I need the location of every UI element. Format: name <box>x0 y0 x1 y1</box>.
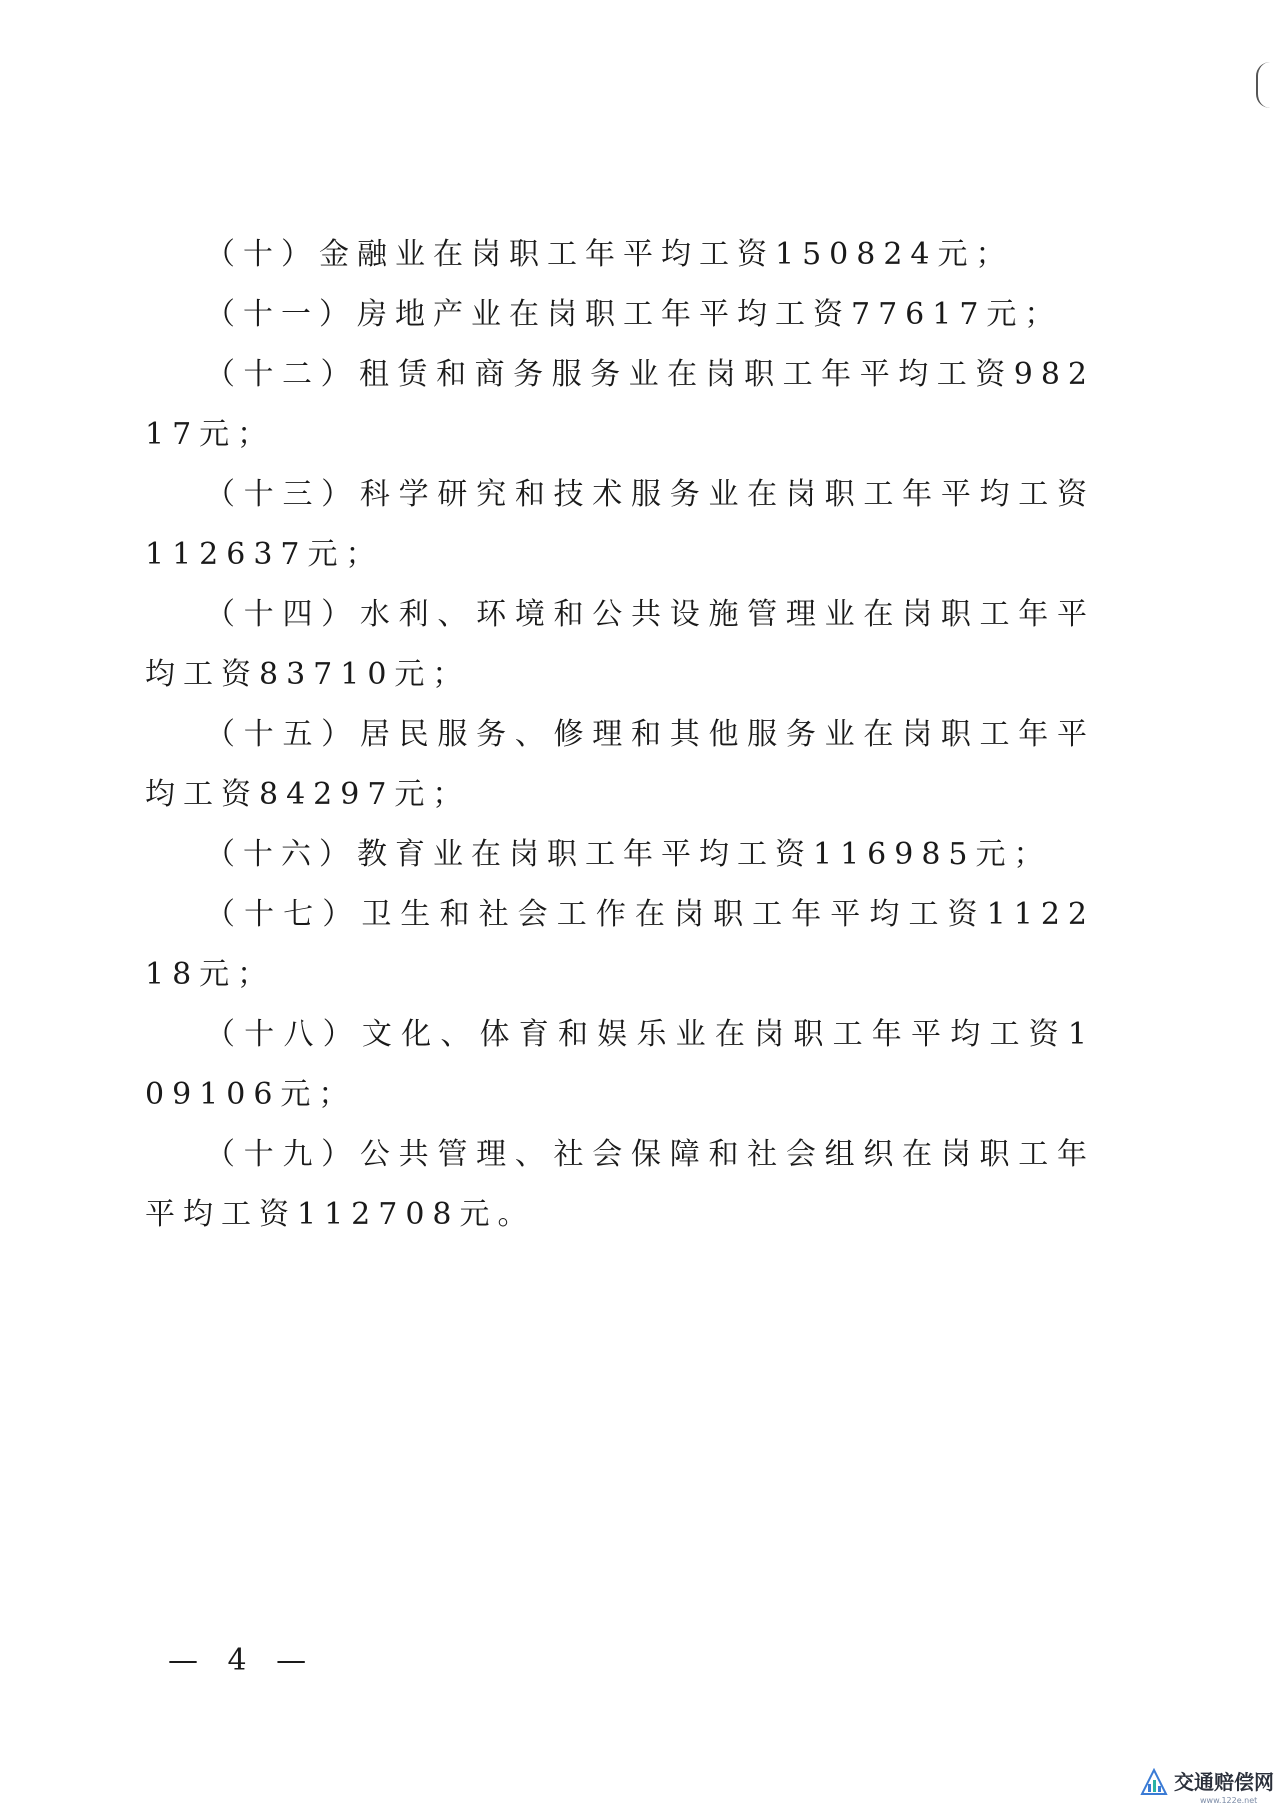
paragraph-item-10: （十）金融业在岗职工年平均工资150824元； <box>205 237 1014 272</box>
paragraph-item-18: （十八）文化、体育和娱乐业在岗职工年平均工资109106元； <box>145 1017 1095 1112</box>
document-body <box>145 225 1095 1245</box>
paragraph-item-15: （十五）居民服务、修理和其他服务业在岗职工年平均工资84297元； <box>145 717 1095 812</box>
paragraph-item-17: （十七）卫生和社会工作在岗职工年平均工资112218元； <box>145 897 1095 992</box>
paragraph-item-12: （十二）租赁和商务服务业在岗职工年平均工资98217元； <box>145 357 1095 452</box>
chart-logo-icon <box>1140 1768 1168 1796</box>
paragraph-item-16: （十六）教育业在岗职工年平均工资116985元； <box>205 837 1052 872</box>
paragraph-item-14: （十四）水利、环境和公共设施管理业在岗职工年平均工资83710元； <box>145 597 1095 692</box>
scan-edge-mark <box>1256 62 1272 108</box>
watermark-subtext: www.122e.net <box>1200 1796 1258 1805</box>
watermark-text: 交通赔偿网 <box>1174 1770 1274 1794</box>
paragraph-item-19: （十九）公共管理、社会保障和社会组织在岗职工年平均工资112708元。 <box>145 1137 1095 1232</box>
watermark <box>1140 1768 1274 1796</box>
paragraph-item-13: （十三）科学研究和技术服务业在岗职工年平均工资112637元； <box>145 477 1095 572</box>
paragraph-item-11: （十一）房地产业在岗职工年平均工资77617元； <box>205 297 1063 332</box>
page-number: — 4 — <box>168 1643 317 1678</box>
